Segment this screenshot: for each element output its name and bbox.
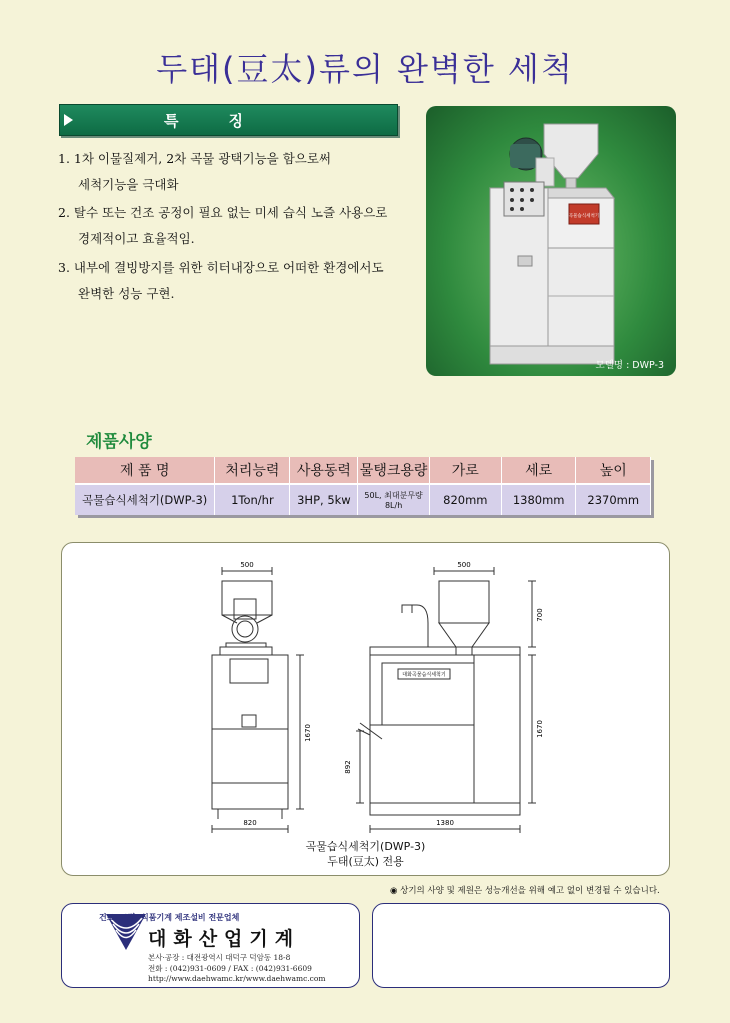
feature-item-3-line1: 3. 내부에 결빙방지를 위한 히터내장으로 어떠한 환경에서도 (58, 260, 384, 275)
drawing-caption (62, 839, 669, 869)
front-dim-top: 500 (240, 561, 254, 569)
name-plate-label: 곡물습식세척기 (568, 214, 600, 219)
spec-cell-width: 820mm (429, 484, 501, 515)
company-box (61, 903, 360, 988)
drawing-caption-line2: 두태(豆太) 전용 (327, 855, 404, 868)
lower-cabinet (548, 248, 614, 348)
side-dim-hopper: 700 (536, 608, 544, 622)
feature-item-2 (58, 200, 408, 252)
front-dim-height: 1670 (304, 724, 312, 742)
drawing-panel (61, 542, 670, 876)
outlet-chute (518, 256, 532, 266)
side-dim-outlet: 892 (344, 760, 352, 774)
spec-header-row (75, 457, 651, 484)
spec-table (75, 457, 651, 515)
side-dim-width: 1380 (436, 819, 454, 827)
spec-header-capacity: 처리능력 (215, 457, 290, 484)
company-tagline: 건조, 도정, 식품기계 제조설비 전문업체 (99, 912, 240, 922)
spec-header-name: 제 품 명 (75, 457, 215, 484)
side-dim-height: 1670 (536, 720, 544, 738)
front-control-panel (230, 659, 268, 683)
spec-header-depth: 세로 (501, 457, 576, 484)
front-motor (232, 616, 258, 642)
spec-cell-capacity: 1Ton/hr (215, 484, 290, 515)
spec-header-height: 높이 (576, 457, 651, 484)
side-label: 대화곡물습식세척기 (402, 672, 446, 678)
spec-cell-depth: 1380mm (501, 484, 576, 515)
front-dim-width: 820 (243, 819, 257, 827)
technical-drawing (62, 543, 669, 833)
front-hopper (222, 581, 272, 615)
side-dim-top: 500 (457, 561, 471, 569)
photo-caption: 모델명 : DWP-3 (595, 360, 664, 371)
spec-cell-tank: 50L, 최대분무량 8L/h (358, 484, 429, 515)
feature-item-2-line1: 2. 탈수 또는 건조 공정이 필요 없는 미세 습식 노즐 사용으로 (58, 205, 388, 220)
spec-header-power: 사용동력 (290, 457, 358, 484)
spec-cell-name: 곡물습식세척기(DWP-3) (75, 484, 215, 515)
control-panel (504, 182, 544, 216)
company-phone: 전화 : (042)931-0609 / FAX : (042)931-6609 (148, 964, 312, 973)
feature-item-3-line2: 완벽한 성능 구현. (78, 286, 175, 301)
front-body (212, 655, 288, 809)
feature-item-1-line2: 세척기능을 극대화 (78, 177, 179, 192)
spec-header-tank: 물탱크용량 (358, 457, 429, 484)
drawing-caption-line1: 곡물습식세척기(DWP-3) (305, 840, 426, 853)
feature-item-1-line1: 1. 1차 이물질제거, 2차 곡물 광택기능을 함으로써 (58, 151, 331, 166)
machine-illustration (426, 106, 676, 376)
company-address: 본사·공장 : 대전광역시 대덕구 덕암동 18-8 (148, 953, 291, 962)
feature-item-2-line2: 경제적이고 효율적임. (78, 231, 195, 246)
spec-cell-height: 2370mm (576, 484, 651, 515)
spec-header-width: 가로 (429, 457, 501, 484)
page-title: 두태(豆太)류의 완벽한 세척 (156, 50, 574, 88)
features-header: 특징 (59, 104, 398, 136)
feature-item-1 (58, 146, 408, 198)
spec-cell-power: 3HP, 5kw (290, 484, 358, 515)
side-pipe (402, 605, 428, 647)
feature-item-3 (58, 255, 408, 307)
notice-text: ◉ 상기의 사양 및 제원은 성능개선을 위해 예고 없이 변경될 수 있습니다. (390, 886, 660, 896)
spec-row (75, 484, 651, 515)
product-photo (426, 106, 676, 376)
blank-box (372, 903, 670, 988)
side-hopper (439, 581, 489, 623)
company-name: 대화산업기계 (148, 928, 301, 950)
spec-title: 제품사양 (86, 432, 152, 452)
company-web[interactable]: http://www.daehwamc.kr/www.daehwamc.com (148, 974, 326, 983)
